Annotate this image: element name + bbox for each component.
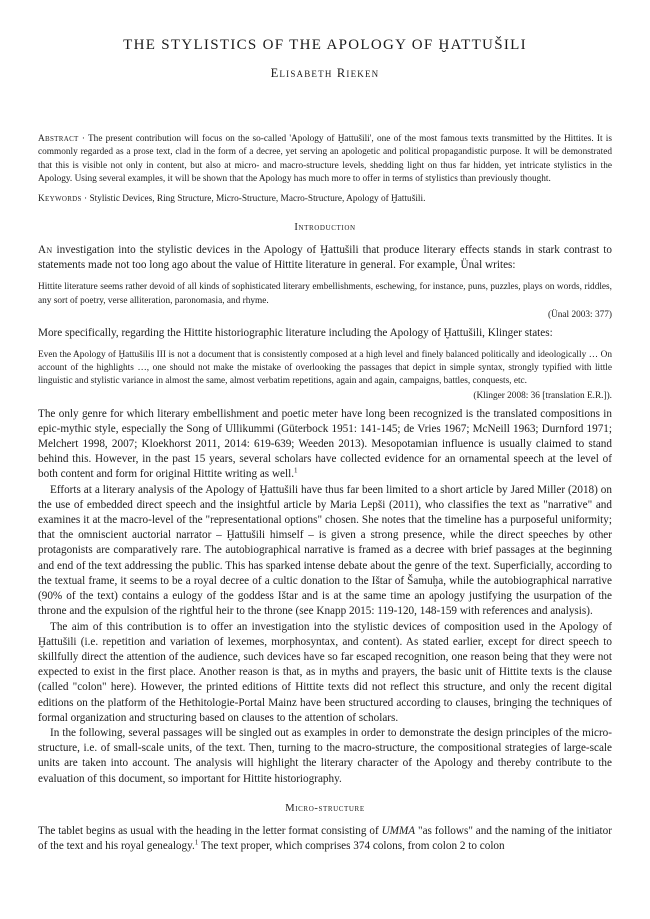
section-heading-introduction: Introduction bbox=[294, 222, 356, 234]
block-quote-unal: Hittite literature seems rather devoid of all kinds of sophisticated literary embellishments, eschewing, for instance, puns, puzzles, plays on words, riddles, any sort of poetry, verse alliteration, paronomasia, and rhyme. bbox=[38, 282, 612, 306]
section-heading-micro-structure: Micro-structure bbox=[285, 802, 365, 814]
footnote-marker[interactable]: 1 bbox=[294, 466, 298, 475]
body-paragraph-genre bbox=[38, 407, 612, 483]
body-paragraph-genre-text: The only genre for which literary embellishment and poetic meter have long been recognized is the translated compositions in epic-mythic style, especially the Song of Ullikummi (Güterbock 1951: 141-145; de Vries 1967; McNeill 1963; Durnford 1971; Melchert 1998, 2007; Kloekhorst 2011, 2014: 619-639; Weeden 2013). Mesopotamian influence is usually claimed to stand behind this. However, in the past 15 years, several scholars have collected evidence for an ornamental speech at the level of both content and form for original Hittite writing as well. bbox=[38, 407, 612, 481]
body-paragraph-efforts: Efforts at a literary analysis of the Apology of Ḫattušili have thus far been limited to a short article by Jared Miller (2018) on the use of embedded direct speech and the insightful article by Maria Lepši (2011), who classifies the text as "narrative" and examines it at the macro-level of the "representational options" chosen. She notes that the timeline has a purposeful uniformity; that the omniscient auctorial narrator – Ḫattušili himself – is given a strong presence, while the direct speeches by other protagonists are comparatively rare. The autobiographical narrative is framed as a decree with brief passages at the beginning and end of the text addressing the public. This has sparked intense debate about the genre of the text. Superficially, according to the textual frame, it seems to be a royal decree of a cultic donation to the Ištar of Šamuḫa, while the autobiographical narrative (90% of the text) contains a eulogy of the goddess Ištar and is at the same time an apology justifying the usurpation of the throne and the expulsion of the rightful heir to the throne (see Knapp 2015: 119-120, 148-159 with references and analysis). bbox=[38, 483, 612, 618]
intro-lead-text: investigation into the stylistic devices in the Apology of Ḫattušili that produce literary effects stands in stark contrast to statements made not too long ago about the value of Hittite literature in general. For example, Ünal writes: bbox=[38, 244, 612, 272]
block-quote-klinger: Even the Apology of Ḫattušilis III is not a document that is consistently composed at a high level and finely balanced politically and ideologically … On account of the highlights …, one should not make the mistake of overlooking the passages that depict in simple syntax, strongly typified with little linguistic and stylistic variance in almost the same, almost verbatim repetitions, again and again, campaigns, battles, conquests, etc. bbox=[38, 350, 612, 387]
footnote-marker[interactable]: 1 bbox=[194, 838, 199, 847]
keywords-label: Keywords bbox=[38, 193, 82, 204]
keywords-text: · Stylistic Devices, Ring Structure, Micro-Structure, Macro-Structure, Apology of Ḫattušili. bbox=[81, 193, 426, 204]
micro-paragraph bbox=[38, 824, 612, 854]
keywords bbox=[38, 193, 612, 206]
intro-paragraph bbox=[38, 243, 612, 273]
citation-klinger: (Klinger 2008: 36 [translation E.R.]). bbox=[473, 390, 612, 401]
klinger-lead-paragraph: More specifically, regarding the Hittite historiographic literature including the Apology of Ḫattušili, Klinger states: bbox=[38, 326, 553, 339]
body-paragraph-aim: The aim of this contribution is to offer an investigation into the stylistic devices of composition used in the Apology of Ḫattušili (i.e. repetition and variation of lexemes, morphosyntax, and content). As stated earlier, except for direct speech to skillfully direct the attention of the audience, such devices have so far escaped recognition, one reason being that they were not expected to exist in the first place. Another reason is that, as in myths and prayers, the basic unit of Hittite texts is the clause (called "colon" here). However, the printed editions of Hittite texts did not reflect this structure, and only the recent digital editions on the platform of the Hethitologie-Portal Mainz have been structured according to clauses, bringing the techniques of formal organization and structuring based on clauses to the attention of scholars. bbox=[38, 620, 612, 724]
umma-term: UMMA bbox=[381, 824, 416, 837]
abstract-label: Abstract bbox=[38, 134, 79, 144]
micro-text-a: The tablet begins as usual with the heading in the letter format consisting of bbox=[38, 824, 382, 837]
citation-unal: (Ünal 2003: 377) bbox=[547, 309, 612, 320]
micro-text-c: The text proper, which comprises 374 colons, from colon 2 to colon bbox=[198, 839, 505, 852]
abstract-text: · The present contribution will focus on the so-called 'Apology of Ḫattušili', one of the most famous texts transmitted by the Hittites. It is commonly regarded as a prose text, clad in the form of a decree, yet serving an apologetic and political propagandistic purpose. It will be demonstrated that this is visible not only in content, but also at micro- and macro-structure levels, shedding light on thus far hidden, yet intricate stylistics in the Apology. Using several examples, it will be shown that the Apology has much more to offer in terms of stylistics than previously thought. bbox=[38, 134, 612, 185]
paper-author: Elisabeth Rieken bbox=[270, 66, 380, 80]
micro-text-b: "as follows" and the naming of the initiator of the text and his royal genealogy. bbox=[38, 824, 612, 852]
intro-lead-word: An bbox=[38, 244, 53, 257]
abstract bbox=[38, 133, 612, 187]
body-paragraph-following: In the following, several passages will be singled out as examples in order to demonstrate the design principles of the micro-structure, i.e. of small-scale units, of the text. Then, turning to the macro-structure, the compositional strategies of large-scale units are taken into account. The analysis will highlight the literary character of the Apology and thereby contribute to the evaluation of this document, so important for Hittite historiography. bbox=[38, 726, 612, 785]
paper-title: THE STYLISTICS OF THE APOLOGY OF ḪATTUŠILI bbox=[123, 37, 527, 53]
